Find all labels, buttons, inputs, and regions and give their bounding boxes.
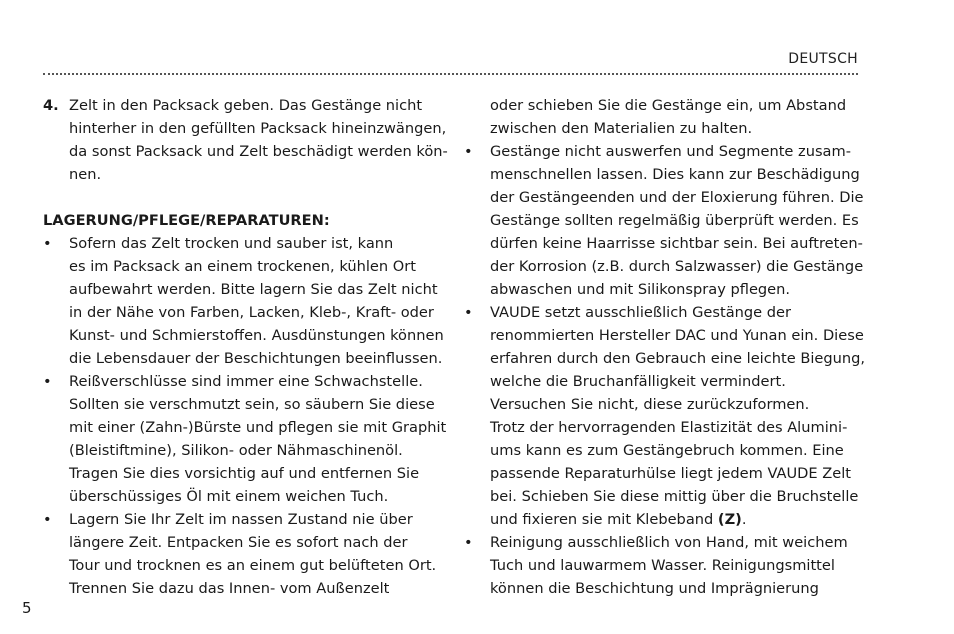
- text-line: Trotz der hervorragenden Elastizität des Alumini-: [490, 419, 848, 436]
- step-number: 4.: [43, 97, 59, 114]
- text-line: Trennen Sie dazu das Innen- vom Außenzelt: [69, 580, 390, 597]
- bullet-item: [43, 232, 443, 370]
- dotted-divider: [43, 73, 858, 75]
- text-line: der Korrosion (z.B. durch Salzwasser) die Gestänge: [490, 258, 864, 275]
- text-line: der Gestängeenden und der Eloxierung führen. Die: [490, 189, 864, 206]
- bullet-item: [43, 370, 447, 508]
- text-line: Sollten sie verschmutzt sein, so säubern Sie diese: [69, 396, 435, 413]
- text-line: welche die Bruchanfälligkeit vermindert.: [490, 373, 786, 390]
- text-line: zwischen den Materialien zu halten.: [490, 120, 753, 137]
- text-line: mit einer (Zahn-)Bürste und pflegen sie mit Graphit: [69, 419, 447, 436]
- text-line: längere Zeit. Entpacken Sie es sofort nach der: [69, 534, 408, 551]
- text-line: Gestänge sollten regelmäßig überprüft werden. Es: [490, 212, 859, 229]
- bullet-item: [464, 140, 864, 301]
- text-line: Kunst- und Schmierstoffen. Ausdünstungen können: [69, 327, 444, 344]
- bullet-item: [43, 508, 443, 600]
- figure-reference: (Z): [717, 511, 742, 528]
- text-line: passende Reparaturhülse liegt jedem VAUDE Zelt: [490, 465, 852, 482]
- text-line: menschnellen lassen. Dies kann zur Beschädigung: [490, 166, 860, 183]
- text-line: (Bleistiftmine), Silikon- oder Nähmaschinenöl.: [69, 442, 403, 459]
- text-line: nen.: [69, 166, 102, 183]
- text-line: dürfen keine Haarrisse sichtbar sein. Bei auftreten-: [490, 235, 863, 252]
- text-line: können die Beschichtung und Imprägnierung: [490, 580, 819, 597]
- right-column: [464, 94, 866, 600]
- bullet-marker: •: [43, 373, 52, 390]
- text-line: Reinigung ausschließlich von Hand, mit weichem: [490, 534, 848, 551]
- text-line: ums kann es zum Gestängebruch kommen. Eine: [490, 442, 844, 459]
- bullet-marker: •: [43, 235, 52, 252]
- text-line: Reißverschlüsse sind immer eine Schwachstelle.: [69, 373, 423, 390]
- bullet-marker: •: [43, 511, 52, 528]
- text-line: oder schieben Sie die Gestänge ein, um Abstand: [490, 97, 847, 114]
- bullet-item: [464, 301, 866, 531]
- text-line: bei. Schieben Sie diese mittig über die Bruchstelle: [490, 488, 859, 505]
- text-line: Versuchen Sie nicht, diese zurückzuformen.: [490, 396, 810, 413]
- left-column: [43, 94, 448, 600]
- text-line: in der Nähe von Farben, Lacken, Kleb-, Kraft- oder: [69, 304, 434, 321]
- text-line: Tour und trocknen es an einem gut belüfteten Ort.: [69, 557, 437, 574]
- text-fragment: und fixieren sie mit Klebeband: [490, 511, 718, 528]
- text-line: Lagern Sie Ihr Zelt im nassen Zustand nie über: [69, 511, 413, 528]
- text-line: hinterher in den gefüllten Packsack hineinzwängen,: [69, 120, 447, 137]
- text-line: [464, 508, 859, 531]
- bullet-marker: •: [464, 143, 473, 160]
- text-line: Sofern das Zelt trocken und sauber ist, kann: [69, 235, 394, 252]
- bullet-marker: •: [464, 534, 473, 551]
- text-line: erfahren durch den Gebrauch eine leichte Biegung,: [490, 350, 866, 367]
- text-line: Gestänge nicht auswerfen und Segmente zusam-: [490, 143, 851, 160]
- text-line: überschüssiges Öl mit einem weichen Tuch.: [69, 488, 389, 505]
- text-line: es im Packsack an einem trockenen, kühlen Ort: [69, 258, 416, 275]
- text-line: renommierten Hersteller DAC und Yunan ein. Diese: [490, 327, 864, 344]
- text-fragment: .: [741, 511, 747, 528]
- text-line: da sonst Packsack und Zelt beschädigt werden kön-: [69, 143, 448, 160]
- page-number: 5: [22, 599, 32, 617]
- bullet-marker: •: [464, 304, 473, 321]
- step-4: [43, 94, 448, 186]
- text-line: VAUDE setzt ausschließlich Gestänge der: [490, 304, 792, 321]
- bullet-item: [464, 531, 859, 600]
- text-line: Tuch und lauwarmem Wasser. Reinigungsmittel: [490, 557, 835, 574]
- text-line: aufbewahrt werden. Bitte lagern Sie das Zelt nicht: [69, 281, 438, 298]
- section-heading: LAGERUNG/PFLEGE/REPARATUREN:: [43, 212, 330, 229]
- text-line: Tragen Sie dies vorsichtig auf und entfernen Sie: [69, 465, 420, 482]
- language-label: DEUTSCH: [788, 51, 858, 67]
- text-line: die Lebensdauer der Beschichtungen beeinflussen.: [69, 350, 443, 367]
- text-line: abwaschen und mit Silikonspray pflegen.: [490, 281, 791, 298]
- text-line: Zelt in den Packsack geben. Das Gestänge nicht: [69, 97, 423, 114]
